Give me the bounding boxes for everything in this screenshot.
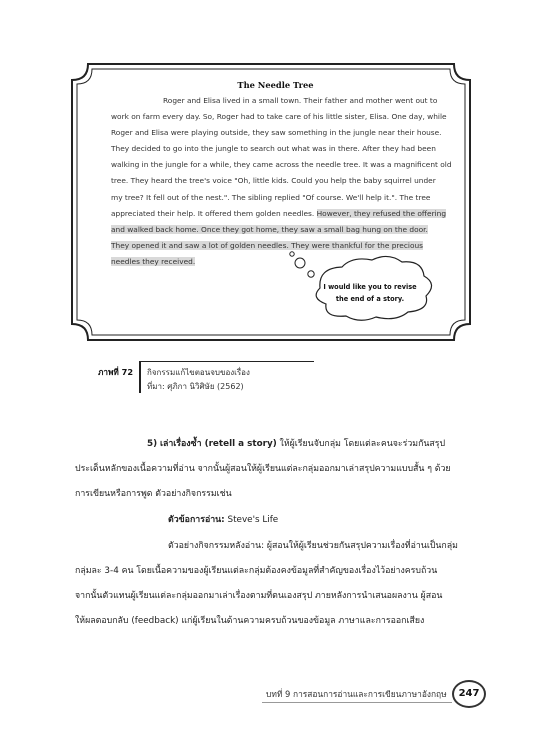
story-line (111, 241, 447, 257)
footer-rule (262, 702, 452, 703)
paragraph-line (147, 436, 445, 450)
paragraph-line: ตัวอย่างกิจกรรมหลังอ่าน: ผู้สอนให้ผู้เรียนช่วยกันสรุปความเรื่องที่อ่านเป็นกลุ่ม (168, 541, 458, 551)
figure-number: ภาพที่ 72 (98, 367, 134, 377)
chapter-footer: บทที่ 9 การสอนการอ่านและการเขียนภาษาอังกฤษ (266, 689, 447, 699)
story-line: my tree? It fell out of the nest.". The sibling replied "Of course. We'll help it.". The tree (111, 192, 431, 202)
reading-topic (168, 512, 278, 526)
paragraph-line: จากนั้นตัวแทนผู้เรียนแต่ละกลุ่มออกมาเล่าเรื่องตามที่ตนเองสรุป ภายหลังการนำเสนอผลงาน ผู้สอน (75, 591, 443, 601)
item-heading: เล่าเรื่องซ้ำ (retell a story) (159, 439, 277, 449)
bubble-line: the end of a story. (335, 295, 405, 303)
page-number: 247 (452, 680, 486, 708)
story-line: tree. They heard the tree's voice "Oh, little kids. Could you help the baby squirrel under (111, 176, 436, 186)
thought-bubble-text (320, 281, 420, 305)
story-line: work on farm every day. So, Roger had to take care of his little sister, Elisa. One day, while (111, 112, 447, 122)
highlighted-text: However, they refused the offering (316, 208, 447, 218)
story-line: They decided to go into the jungle to search out what was in there. After they had been (111, 144, 436, 154)
reading-title: Steve's Life (224, 515, 279, 525)
story-title: The Needle Tree (237, 80, 314, 90)
caption-rule (139, 361, 314, 362)
paragraph-line: ประเด็นหลักของเนื้อความที่อ่าน จากนั้นผู้สอนให้ผู้เรียนแต่ละกลุ่มออกมาเล่าสรุปความแบบสั้น ๆ ด้วย (75, 464, 451, 474)
highlighted-text: needles they received. (111, 256, 196, 266)
story-line: Roger and Elisa lived in a small town. Their father and mother went out to (163, 96, 438, 105)
story-text (111, 96, 452, 273)
highlighted-text: They opened it and saw a lot of golden needles. They were thankful for the precious (111, 240, 424, 250)
story-line (111, 209, 447, 225)
reading-label: ตัวข้อการอ่าน: (168, 515, 225, 525)
story-line: walking in the jungle for a while, they came across the needle tree. It was a magnificent old (111, 160, 452, 170)
figure-title: กิจกรรมแก้ไขตอนจบของเรื่อง (147, 368, 250, 377)
story-line (111, 225, 447, 241)
story-line (111, 257, 447, 273)
paragraph-line: การเขียนหรือการพูด ตัวอย่างกิจกรรมเช่น (75, 489, 232, 499)
bubble-line: I would like you to revise (323, 283, 417, 291)
paragraph-line: ให้ผลตอบกลับ (feedback) แก่ผู้เรียนในด้านความครบถ้วนของข้อมูล ภาษาและการออกเสียง (75, 616, 425, 626)
caption-divider (139, 361, 141, 393)
item-number: 5) (147, 439, 158, 449)
story-line: Roger and Elisa were playing outside, they saw something in the jungle near their house. (111, 128, 442, 138)
story-line-plain: appreciated their help. It offered them golden needles. (111, 208, 317, 218)
highlighted-text: and walked back home. Once they got home, they saw a small bag hung on the door. (111, 224, 428, 234)
paragraph-text: ให้ผู้เรียนจับกลุ่ม โดยแต่ละคนจะร่วมกันสรุป (276, 439, 446, 449)
paragraph-line: กลุ่มละ 3-4 คน โดยเนื้อความของผู้เรียนแต่ละกลุ่มต้องคงข้อมูลที่สำคัญของเรื่องไว้อย่างครบถ้วน (75, 566, 438, 576)
figure-source: ที่มา: ศุภิกา นิวิศิษัย (2562) (147, 382, 244, 391)
